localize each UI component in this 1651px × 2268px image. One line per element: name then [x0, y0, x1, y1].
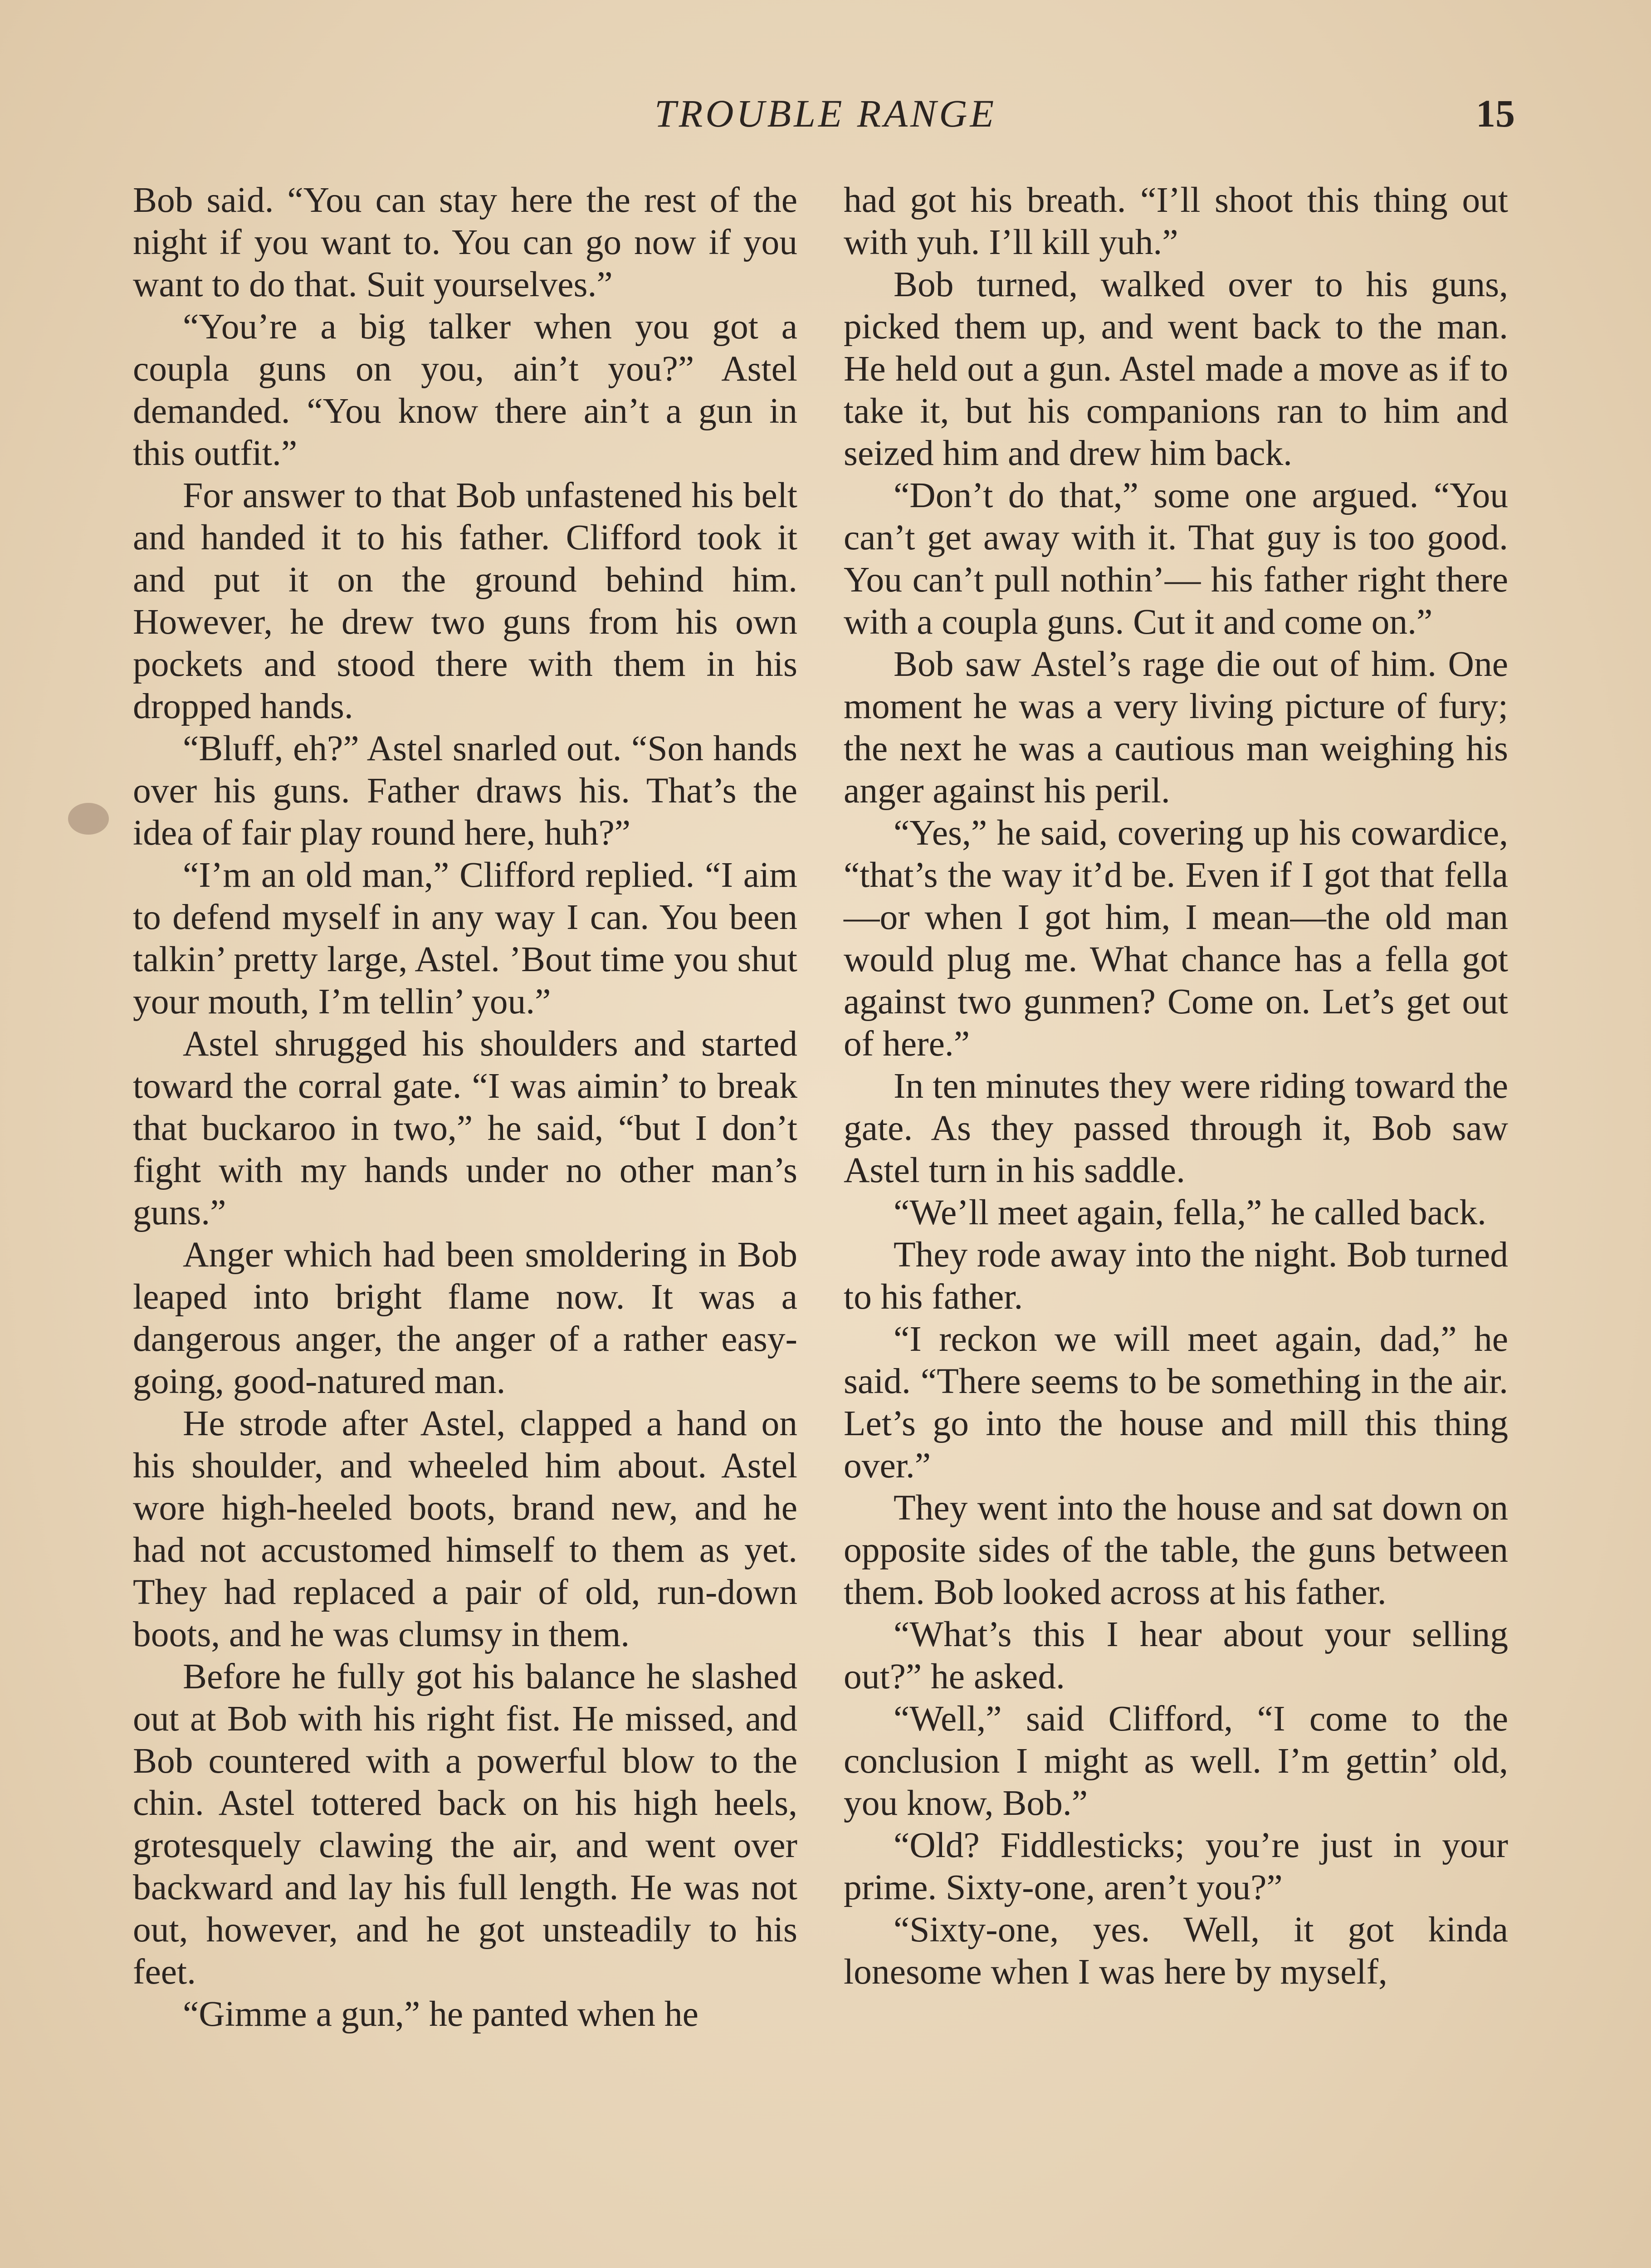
paragraph: Bob saw Astel’s rage die out of him. One moment he was a very living picture of fury; the next he was a cautious man weighing his anger against his peril.	[844, 644, 1508, 811]
right-column	[844, 179, 1508, 1993]
paragraph: They rode away into the night. Bob turned to his father.	[844, 1235, 1508, 1317]
paragraph: “Bluff, eh?” Astel snarled out. “Son hands over his guns. Father draws his. That’s the idea of fair play round here, huh?”	[133, 728, 797, 853]
paragraph: He strode after Astel, clapped a hand on his shoulder, and wheeled him about. Astel wore high-heeled boots, brand new, and he had not accustomed himself to them as yet. They had replaced a pair of old, run-down boots, and he was clumsy in them.	[133, 1403, 797, 1654]
paragraph: Before he fully got his balance he slashed out at Bob with his right fist. He missed, and Bob countered with a powerful blow to the chin. Astel tottered back on his high heels, grotesquely clawing the air, and went over backward and lay his full length. He was not out, however, and he got unsteadily to his feet.	[133, 1657, 797, 1992]
paragraph: “Sixty-one, yes. Well, it got kinda lonesome when I was here by myself,	[844, 1910, 1508, 1992]
paragraph: “We’ll meet again, fella,” he called back.	[894, 1193, 1486, 1232]
paragraph: In ten minutes they were riding toward the gate. As they passed through it, Bob saw Astel turn in his saddle.	[844, 1066, 1508, 1190]
paragraph: For answer to that Bob unfastened his belt and handed it to his father. Clifford took it and put it on the ground behind him. However, he drew two guns from his own pockets and stood there with them in his dropped hands.	[133, 475, 797, 726]
paragraph: “I reckon we will meet again, dad,” he said. “There seems to be something in the air. Let’s go into the house and mill this thing over.”	[844, 1319, 1508, 1486]
paragraph: “Don’t do that,” some one argued. “You can’t get away with it. That guy is too good. You can’t pull nothin’— his father right there with a coupla guns. Cut it and come on.”	[844, 475, 1508, 642]
left-column	[133, 179, 797, 2035]
smudge-mark	[68, 803, 109, 835]
paragraph: “I’m an old man,” Clifford replied. “I aim to defend myself in any way I can. You been talkin’ pretty large, Astel. ’Bout time you shut your mouth, I’m tellin’ you.”	[133, 855, 797, 1022]
running-title: TROUBLE RANGE	[654, 92, 997, 135]
page-header	[136, 91, 1515, 145]
paragraph: had got his breath. “I’ll shoot this thing out with yuh. I’ll kill yuh.”	[844, 180, 1508, 262]
paragraph: Bob turned, walked over to his guns, picked them up, and went back to the man. He held out a gun. Astel made a move as if to take it, but his companions ran to him and seized him and drew him back.	[844, 264, 1508, 473]
paragraph: They went into the house and sat down on opposite sides of the table, the guns between them. Bob looked across at his father.	[844, 1488, 1508, 1612]
paragraph: Bob said. “You can stay here the rest of the night if you want to. You can go now if you want to do that. Suit yourselves.”	[133, 180, 797, 304]
paragraph: Astel shrugged his shoulders and started toward the corral gate. “I was aimin’ to break that buckaroo in two,” he said, “but I don’t fight with my hands under no other man’s guns.”	[133, 1024, 797, 1232]
paragraph: “Gimme a gun,” he panted when he	[183, 1994, 698, 2034]
paragraph: “Yes,” he said, covering up his cowardice, “that’s the way it’d be. Even if I got that fella—or when I got him, I mean—the old man would plug me. What chance has a fella got against two gunmen? Come on. Let’s get out of here.”	[844, 813, 1508, 1064]
paragraph: “What’s this I hear about your selling out?” he asked.	[844, 1614, 1508, 1696]
page-number: 15	[1476, 92, 1515, 135]
paragraph: Anger which had been smoldering in Bob leaped into bright flame now. It was a dangerous anger, the anger of a rather easy-going, good-natured man.	[133, 1235, 797, 1401]
paragraph: “Old? Fiddlesticks; you’re just in your prime. Sixty-one, aren’t you?”	[844, 1825, 1508, 1907]
paragraph: “You’re a big talker when you got a coupla guns on you, ain’t you?” Astel demanded. “You know there ain’t a gun in this outfit.”	[133, 307, 797, 473]
paragraph: “Well,” said Clifford, “I come to the conclusion I might as well. I’m gettin’ old, you know, Bob.”	[844, 1699, 1508, 1823]
